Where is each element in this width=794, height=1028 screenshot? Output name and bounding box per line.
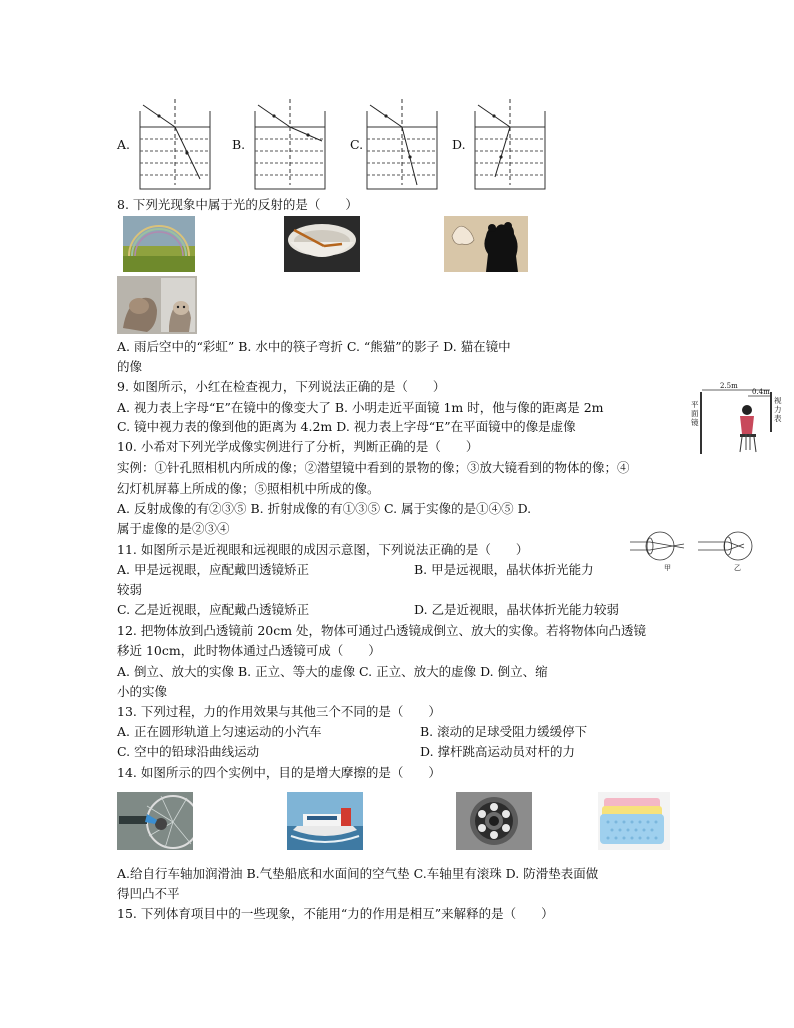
hovercraft-photo: [287, 792, 363, 850]
q13-option-c: C. 空中的铅球沿曲线运动: [117, 744, 260, 759]
distance-label-0-4m: 0.4m: [752, 388, 770, 396]
chopsticks-bowl-photo: [284, 216, 360, 272]
q7-option-a-label: A.: [117, 137, 131, 152]
q7-diagram-b: [250, 97, 330, 193]
q15-stem: 15. 下列体育项目中的一些现象，不能用“力的作用是相互”来解释的是（ ）: [117, 906, 554, 921]
q12-stem: 12. 把物体放到凸透镜前 20cm 处，物体可通过凸透镜成倒立、放大的实像。若将物体向凸透镜: [117, 623, 647, 638]
q12-options-cont: 小的实像: [117, 684, 168, 699]
q14-answer-line: A.给自行车轴加润滑油 B.气垫船底和水面间的空气垫 C.车轴里有滚珠 D. 防滑垫表面做: [117, 866, 599, 881]
q12-options: A. 倒立、放大的实像 B. 正立、等大的虚像 C. 正立、放大的虚像 D. 倒立、缩: [117, 664, 548, 679]
q7-diagram-c: [362, 97, 442, 193]
distance-label-2-5m: 2.5m: [720, 382, 738, 390]
q14-answer-line-cont: 得凹凸不平: [117, 886, 180, 901]
panda-shadow-photo: [444, 216, 528, 272]
q10-examples-1: 实例：①针孔照相机内所成的像；②潜望镜中看到的景物的像；③放大镜看到的物体的像；④: [117, 460, 630, 475]
mirror-label: 平面镜: [691, 400, 699, 427]
q13-stem: 13. 下列过程，力的作用效果与其他三个不同的是（ ）: [117, 704, 441, 719]
q11-option-c: C. 乙是近视眼，应配戴凸透镜矫正: [117, 602, 310, 617]
ball-bearing-photo: [456, 792, 532, 850]
anti-slip-mat-photo: [598, 792, 670, 850]
q7-option-d-label: D.: [452, 137, 466, 152]
q9-stem: 9. 如图所示，小红在检查视力，下列说法正确的是（ ）: [117, 379, 446, 394]
q11-option-d: D. 乙是近视眼，晶状体折光能力较弱: [414, 602, 620, 617]
eye-diagram-figure: [628, 528, 778, 578]
q8-answer-line-cont: 的像: [117, 359, 143, 374]
q10-options: A. 反射成像的有②③⑤ B. 折射成像的有①③⑤ C. 属于实像的是①④⑤ D.: [117, 501, 532, 516]
q7-option-c-label: C.: [350, 137, 364, 152]
q7-diagram-d: [470, 97, 550, 193]
q13-option-b: B. 滚动的足球受阻力缓缓停下: [420, 724, 588, 739]
q8-stem: 8. 下列光现象中属于光的反射的是（ ）: [117, 197, 358, 212]
q10-stem: 10. 小希对下列光学成像实例进行了分析，判断正确的是（ ）: [117, 439, 479, 454]
q12-stem-cont: 移近 10cm，此时物体通过凸透镜可成（ ）: [117, 643, 381, 658]
q8-answer-line: A. 雨后空中的“彩虹” B. 水中的筷子弯折 C. “熊猫”的影子 D. 猫在镜中: [117, 339, 511, 354]
cat-mirror-photo: [117, 276, 197, 334]
q11-option-b: B. 甲是远视眼，晶状体折光能力: [414, 562, 594, 577]
q13-option-a: A. 正在圆形轨道上匀速运动的小汽车: [117, 724, 322, 739]
eye-chart-label: 视力表: [774, 396, 782, 423]
q11-option-b-cont: 较弱: [117, 582, 143, 597]
q10-options-cont: 属于虚像的是②③④: [117, 521, 230, 536]
q11-option-a: A. 甲是远视眼，应配戴凹透镜矫正: [117, 562, 309, 577]
eye-label-jia: 甲: [664, 564, 671, 572]
q11-stem: 11. 如图所示是近视眼和远视眼的成因示意图，下列说法正确的是（ ）: [117, 542, 529, 557]
q7-diagram-a: [135, 97, 215, 193]
rainbow-photo: [123, 216, 195, 272]
q9-option-cd: C. 镜中视力表的像到他的距离为 4.2m D. 视力表上字母“E”在平面镜中的像是虚像: [117, 419, 576, 434]
q14-stem: 14. 如图所示的四个实例中，目的是增大摩擦的是（ ）: [117, 765, 441, 780]
eye-chart-figure: [690, 382, 784, 456]
q13-option-d: D. 撑杆跳高运动员对杆的力: [420, 744, 576, 759]
q10-examples-2: 幻灯机屏幕上所成的像；⑤照相机中所成的像。: [117, 481, 380, 496]
q7-option-b-label: B.: [232, 137, 246, 152]
q9-option-ab: A. 视力表上字母“E”在镜中的像变大了 B. 小明走近平面镜 1m 时，他与像的距离是 2m: [117, 400, 604, 415]
eye-label-yi: 乙: [734, 564, 741, 572]
bicycle-axle-photo: [117, 792, 193, 850]
